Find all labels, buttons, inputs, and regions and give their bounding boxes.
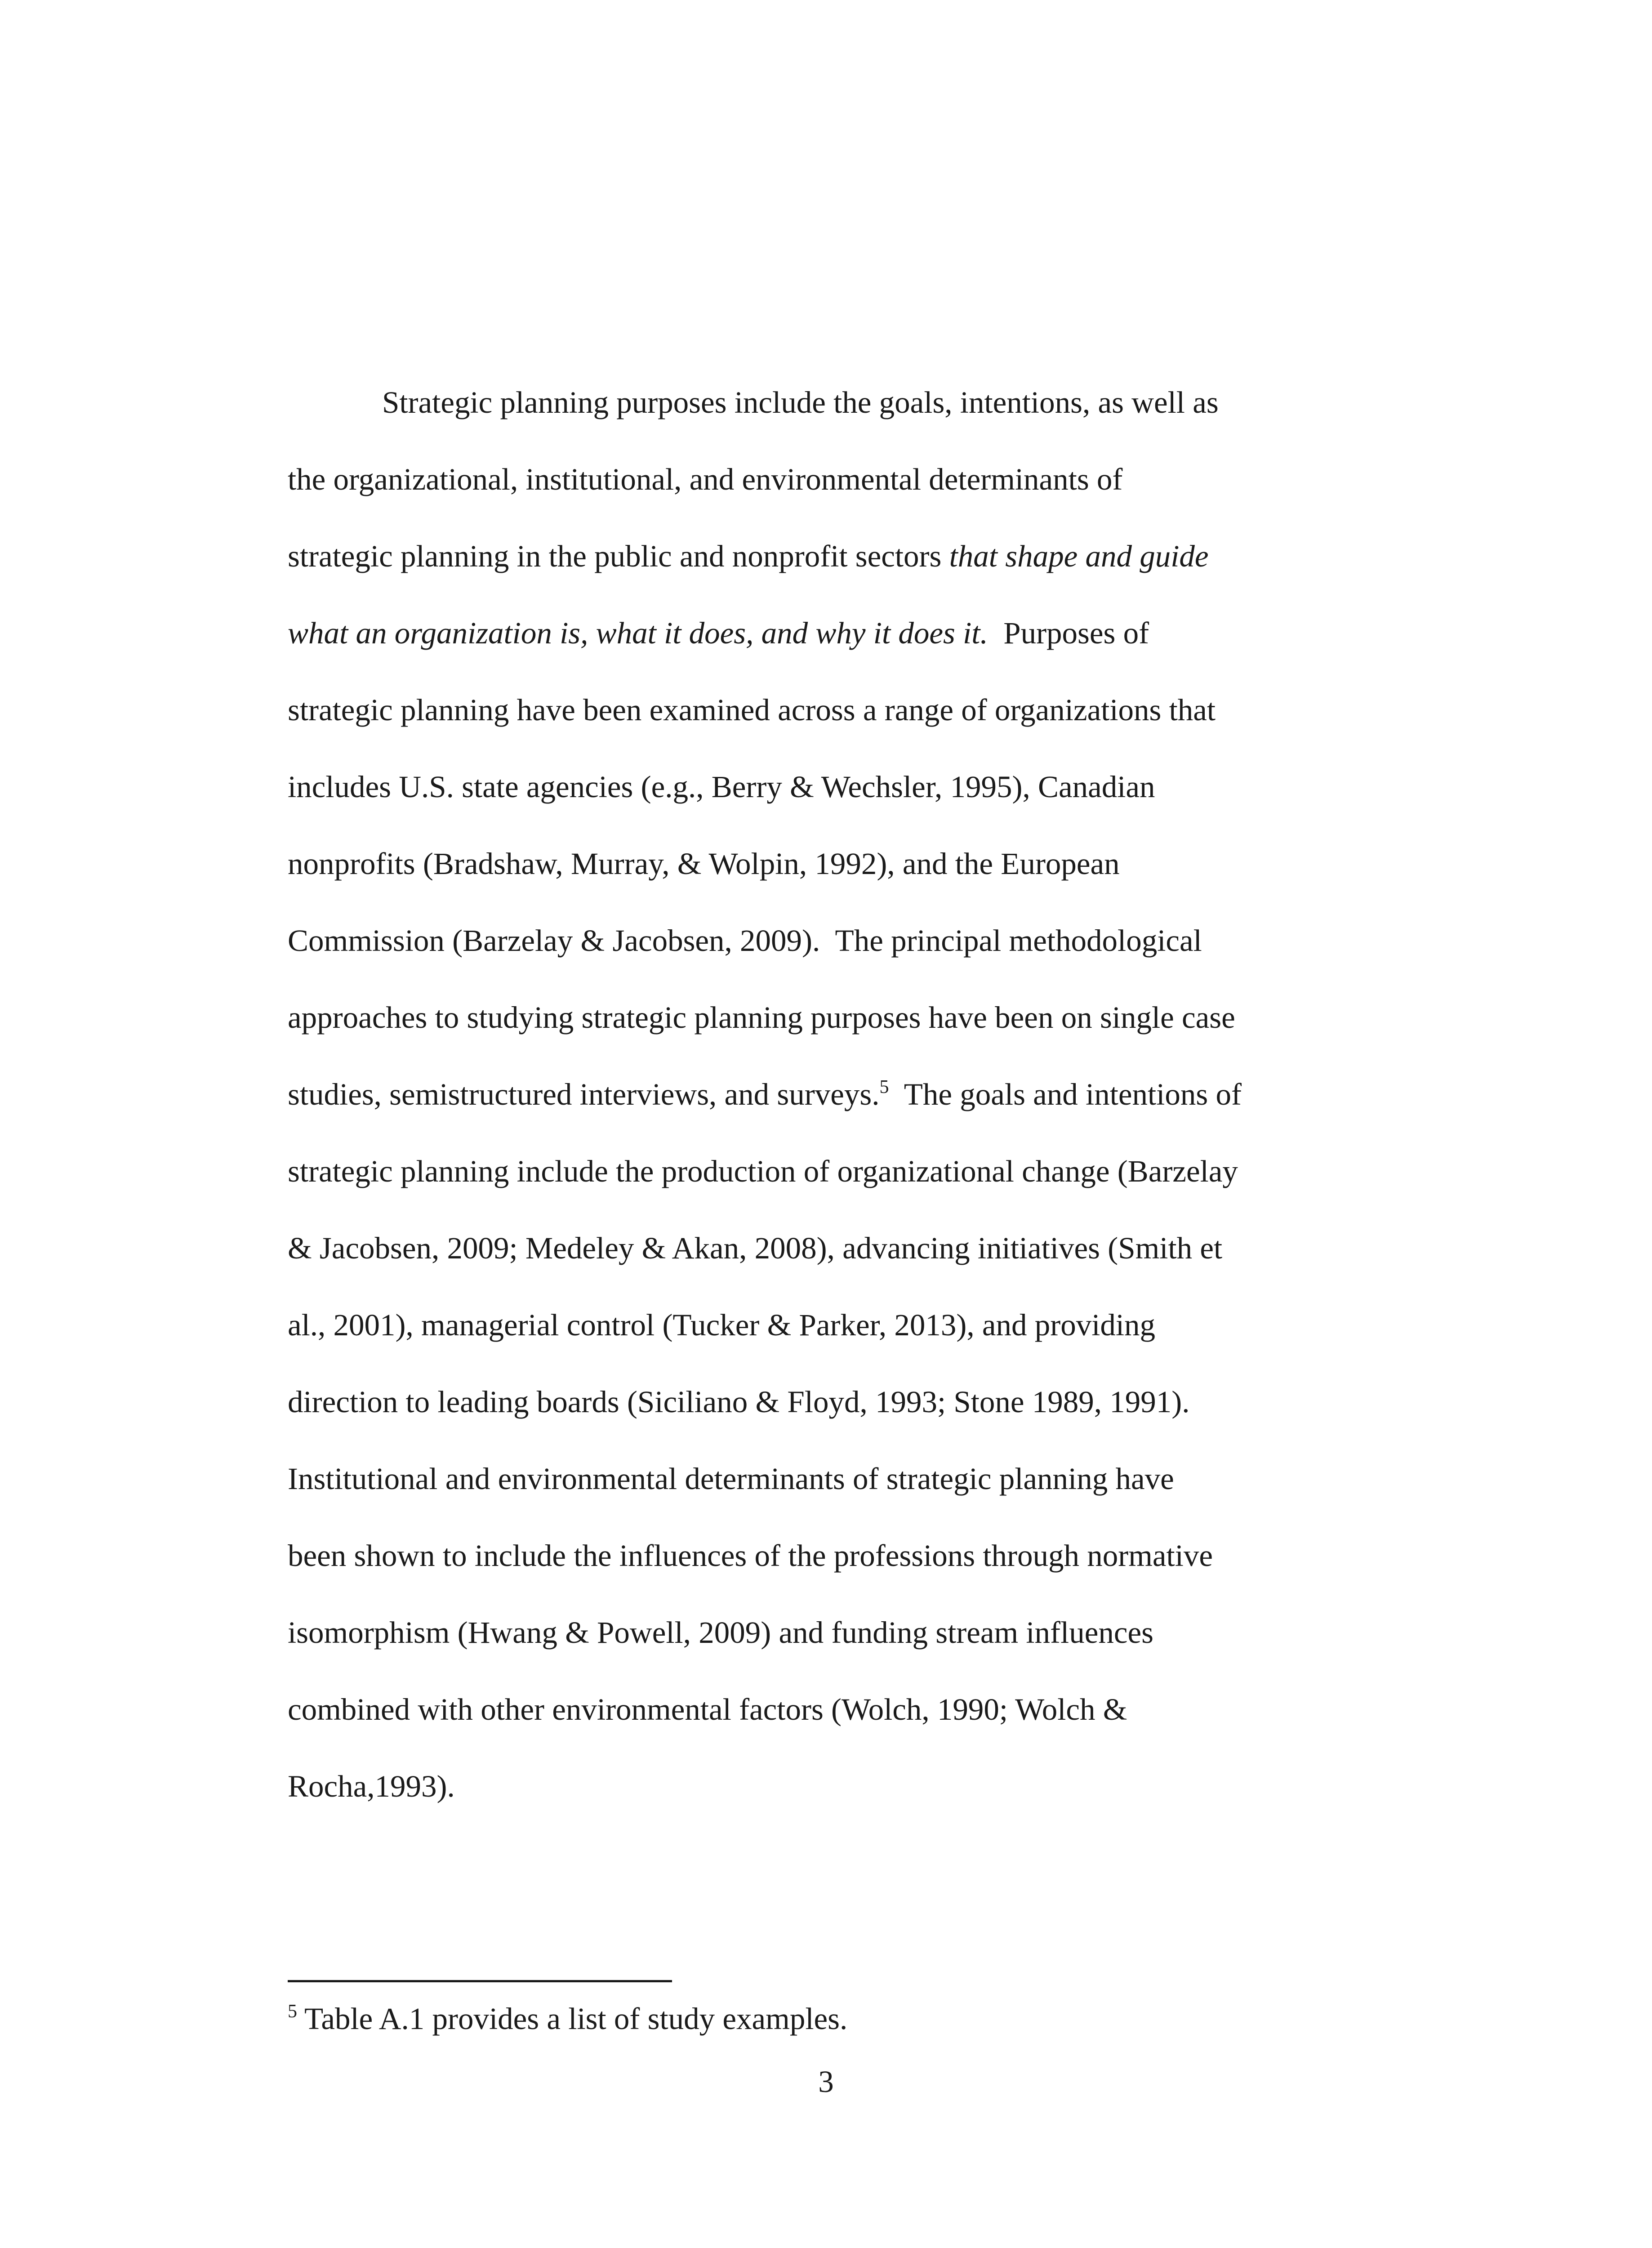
footnote-divider [288, 1980, 672, 1982]
emphasized-text: that shape and guide [949, 539, 1209, 573]
paragraph-text: Purposes of [988, 616, 1149, 650]
paragraph-line [288, 518, 1456, 595]
body-paragraph [288, 364, 1456, 1825]
paragraph-line: al., 2001), managerial control (Tucker & Parker, 2013), and providing [288, 1308, 1156, 1342]
footnote-marker: 5 [288, 2001, 297, 2022]
paragraph-text: studies, semistructured interviews, and surveys. [288, 1077, 880, 1111]
paragraph-line [288, 1056, 1456, 1133]
paragraph-line: & Jacobsen, 2009; Medeley & Akan, 2008), advancing initiatives (Smith et [288, 1231, 1223, 1265]
paragraph-text: The goals and intentions of [889, 1077, 1242, 1111]
paragraph-line: approaches to studying strategic planning purposes have been on single case [288, 1000, 1235, 1035]
footnote [288, 1996, 847, 2041]
paragraph-line: strategic planning include the production of organizational change (Barzelay [288, 1154, 1238, 1188]
footnote-reference[interactable]: 5 [879, 1077, 889, 1097]
paragraph-line: includes U.S. state agencies (e.g., Berry & Wechsler, 1995), Canadian [288, 770, 1155, 804]
paragraph-line: Commission (Barzelay & Jacobsen, 2009). The principal methodological [288, 923, 1202, 958]
paragraph-line: direction to leading boards (Siciliano & Floyd, 1993; Stone 1989, 1991). [288, 1385, 1190, 1419]
footnote-text: Table A.1 provides a list of study examples. [297, 2002, 848, 2036]
paragraph-line: Rocha,1993). [288, 1769, 455, 1803]
page-number: 3 [818, 2065, 834, 2099]
paragraph-line: strategic planning have been examined across a range of organizations that [288, 693, 1216, 727]
paragraph-line: isomorphism (Hwang & Powell, 2009) and funding stream influences [288, 1615, 1153, 1650]
paragraph-text: strategic planning in the public and nonprofit sectors [288, 539, 949, 573]
paragraph-line: the organizational, institutional, and environmental determinants of [288, 462, 1123, 496]
emphasized-text: what an organization is, what it does, and why it does it. [288, 616, 988, 650]
paragraph-line: Strategic planning purposes include the goals, intentions, as well as [382, 385, 1219, 419]
paragraph-line: nonprofits (Bradshaw, Murray, & Wolpin, 1992), and the European [288, 847, 1120, 881]
paragraph-line [288, 595, 1456, 672]
paragraph-line: been shown to include the influences of the professions through normative [288, 1539, 1213, 1573]
paragraph-line: combined with other environmental factors (Wolch, 1990; Wolch & [288, 1692, 1127, 1726]
paragraph-line: Institutional and environmental determinants of strategic planning have [288, 1462, 1174, 1496]
